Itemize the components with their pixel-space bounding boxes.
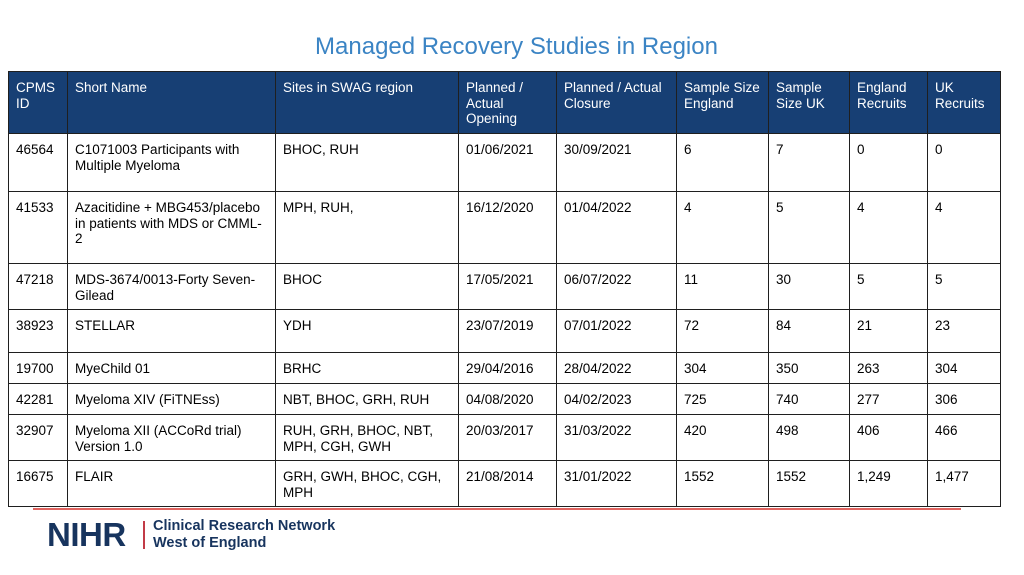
cell-sites: BHOC xyxy=(276,264,459,310)
cell-short-name: MyeChild 01 xyxy=(68,353,276,384)
header-england-recruits: England Recruits xyxy=(850,72,928,134)
org-name-line1: Clinical Research Network xyxy=(153,518,336,534)
cell-sample-size-england: 304 xyxy=(677,353,769,384)
cell-short-name: MDS-3674/0013-Forty Seven-Gilead xyxy=(68,264,276,310)
cell-short-name: Myeloma XII (ACCoRd trial) Version 1.0 xyxy=(68,415,276,461)
table-row xyxy=(9,264,1001,310)
cell-closure: 07/01/2022 xyxy=(557,310,677,353)
cell-uk-recruits: 306 xyxy=(928,384,1001,415)
cell-cpms-id: 47218 xyxy=(9,264,68,310)
cell-sample-size-uk: 740 xyxy=(769,384,850,415)
header-closure: Planned / Actual Closure xyxy=(557,72,677,134)
cell-england-recruits: 4 xyxy=(850,192,928,264)
nihr-logo xyxy=(47,516,347,554)
cell-england-recruits: 0 xyxy=(850,134,928,192)
cell-sample-size-england: 11 xyxy=(677,264,769,310)
header-short-name: Short Name xyxy=(68,72,276,134)
cell-sites: BHOC, RUH xyxy=(276,134,459,192)
footer-divider xyxy=(33,508,961,510)
cell-closure: 01/04/2022 xyxy=(557,192,677,264)
cell-uk-recruits: 1,477 xyxy=(928,461,1001,507)
cell-closure: 28/04/2022 xyxy=(557,353,677,384)
cell-cpms-id: 32907 xyxy=(9,415,68,461)
cell-uk-recruits: 304 xyxy=(928,353,1001,384)
cell-opening: 16/12/2020 xyxy=(459,192,557,264)
cell-sites: MPH, RUH, xyxy=(276,192,459,264)
cell-opening: 23/07/2019 xyxy=(459,310,557,353)
cell-opening: 04/08/2020 xyxy=(459,384,557,415)
table-row xyxy=(9,353,1001,384)
nihr-wordmark: NIHR xyxy=(47,516,126,553)
header-cpms-id: CPMS ID xyxy=(9,72,68,134)
cell-opening: 21/08/2014 xyxy=(459,461,557,507)
studies-table xyxy=(8,71,1001,507)
cell-sites: GRH, GWH, BHOC, CGH, MPH xyxy=(276,461,459,507)
cell-sites: BRHC xyxy=(276,353,459,384)
cell-sites: NBT, BHOC, GRH, RUH xyxy=(276,384,459,415)
cell-cpms-id: 41533 xyxy=(9,192,68,264)
header-sample-size-uk: Sample Size UK xyxy=(769,72,850,134)
cell-sample-size-uk: 84 xyxy=(769,310,850,353)
table-row xyxy=(9,192,1001,264)
cell-short-name: Myeloma XIV (FiTNEss) xyxy=(68,384,276,415)
cell-opening: 17/05/2021 xyxy=(459,264,557,310)
cell-uk-recruits: 23 xyxy=(928,310,1001,353)
cell-short-name: C1071003 Participants with Multiple Myeloma xyxy=(68,134,276,192)
cell-uk-recruits: 5 xyxy=(928,264,1001,310)
cell-sample-size-england: 72 xyxy=(677,310,769,353)
table-header-row xyxy=(9,72,1001,134)
cell-cpms-id: 19700 xyxy=(9,353,68,384)
cell-uk-recruits: 4 xyxy=(928,192,1001,264)
cell-england-recruits: 21 xyxy=(850,310,928,353)
cell-sample-size-england: 420 xyxy=(677,415,769,461)
cell-cpms-id: 38923 xyxy=(9,310,68,353)
cell-england-recruits: 263 xyxy=(850,353,928,384)
table-row xyxy=(9,310,1001,353)
cell-england-recruits: 277 xyxy=(850,384,928,415)
cell-sample-size-england: 1552 xyxy=(677,461,769,507)
table-row xyxy=(9,415,1001,461)
cell-opening: 29/04/2016 xyxy=(459,353,557,384)
table-row xyxy=(9,134,1001,192)
page-title: Managed Recovery Studies in Region xyxy=(315,33,718,60)
org-name-line2: West of England xyxy=(153,535,267,551)
table-row xyxy=(9,384,1001,415)
cell-sample-size-england: 4 xyxy=(677,192,769,264)
cell-sample-size-uk: 498 xyxy=(769,415,850,461)
cell-sample-size-uk: 350 xyxy=(769,353,850,384)
header-sample-size-england: Sample Size England xyxy=(677,72,769,134)
cell-cpms-id: 42281 xyxy=(9,384,68,415)
header-uk-recruits: UK Recruits xyxy=(928,72,1001,134)
cell-uk-recruits: 0 xyxy=(928,134,1001,192)
cell-uk-recruits: 466 xyxy=(928,415,1001,461)
cell-england-recruits: 5 xyxy=(850,264,928,310)
cell-cpms-id: 46564 xyxy=(9,134,68,192)
cell-short-name: Azacitidine + MBG453/placebo in patients with MDS or CMML-2 xyxy=(68,192,276,264)
table-row xyxy=(9,461,1001,507)
cell-short-name: STELLAR xyxy=(68,310,276,353)
header-opening: Planned / Actual Opening xyxy=(459,72,557,134)
cell-opening: 20/03/2017 xyxy=(459,415,557,461)
cell-closure: 31/01/2022 xyxy=(557,461,677,507)
cell-opening: 01/06/2021 xyxy=(459,134,557,192)
cell-sample-size-uk: 7 xyxy=(769,134,850,192)
cell-sample-size-uk: 30 xyxy=(769,264,850,310)
cell-closure: 31/03/2022 xyxy=(557,415,677,461)
cell-sample-size-england: 725 xyxy=(677,384,769,415)
cell-closure: 06/07/2022 xyxy=(557,264,677,310)
header-sites: Sites in SWAG region xyxy=(276,72,459,134)
cell-short-name: FLAIR xyxy=(68,461,276,507)
cell-sample-size-uk: 1552 xyxy=(769,461,850,507)
logo-divider xyxy=(143,521,145,549)
cell-closure: 04/02/2023 xyxy=(557,384,677,415)
cell-england-recruits: 1,249 xyxy=(850,461,928,507)
cell-cpms-id: 16675 xyxy=(9,461,68,507)
cell-sites: YDH xyxy=(276,310,459,353)
cell-sites: RUH, GRH, BHOC, NBT, MPH, CGH, GWH xyxy=(276,415,459,461)
cell-sample-size-uk: 5 xyxy=(769,192,850,264)
cell-sample-size-england: 6 xyxy=(677,134,769,192)
cell-england-recruits: 406 xyxy=(850,415,928,461)
cell-closure: 30/09/2021 xyxy=(557,134,677,192)
